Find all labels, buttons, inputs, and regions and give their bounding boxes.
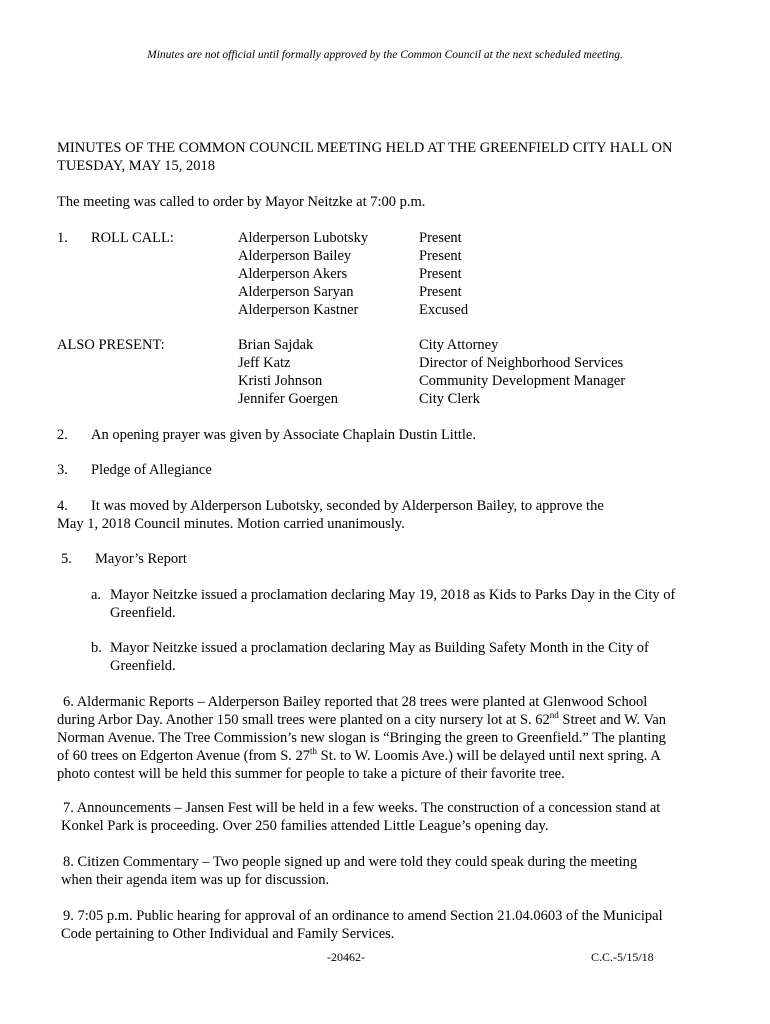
member-name: Alderperson Bailey: [238, 248, 352, 264]
sub-item-letter: a.: [91, 587, 102, 603]
sub-item-letter: b.: [91, 640, 102, 656]
member-name: Alderperson Akers: [238, 266, 348, 282]
person-title: City Attorney: [419, 337, 499, 353]
item-text: of 60 trees on Edgerton Avenue (from S. 27: [57, 748, 311, 764]
page-number: -20462-: [327, 950, 365, 964]
member-name: Alderperson Lubotsky: [238, 230, 369, 246]
footer-reference: C.C.-5/15/18: [591, 950, 654, 964]
item-text: Pledge of Allegiance: [91, 462, 212, 478]
member-status: Present: [419, 266, 462, 282]
item-text: Street and W. Van: [558, 712, 667, 728]
sub-item-text: Mayor Neitzke issued a proclamation declaring May as Building Safety Month in the City of: [110, 640, 649, 656]
item-text: May 1, 2018 Council minutes. Motion carried unanimously.: [57, 516, 405, 532]
also-present-label: ALSO PRESENT:: [57, 337, 165, 353]
agenda-item-5a: [91, 586, 711, 622]
agenda-item-7: [61, 799, 712, 835]
member-name: Alderperson Kastner: [238, 302, 359, 318]
item-text: Norman Avenue. The Tree Commission’s new slogan is “Bringing the green to Greenfield.” The planting: [57, 730, 666, 746]
agenda-item-3: [57, 461, 707, 479]
agenda-item-8: [61, 853, 712, 889]
roll-call-label: ROLL CALL:: [91, 230, 174, 246]
person-title: Community Development Manager: [419, 373, 626, 389]
sub-item-text: Greenfield.: [110, 605, 176, 621]
sub-item-text: Mayor Neitzke issued a proclamation declaring May 19, 2018 as Kids to Parks Day in the City of: [110, 587, 676, 603]
roll-call-statuses: [419, 229, 468, 319]
item-number: 4.: [57, 498, 68, 514]
item-text-line: [57, 747, 708, 765]
disclaimer-header: Minutes are not official until formally approved by the Common Council at the next scheduled meeting.: [147, 49, 623, 61]
member-name: Alderperson Saryan: [238, 284, 354, 300]
agenda-item-5: [61, 550, 711, 568]
item-text: Mayor’s Report: [95, 551, 187, 567]
roll-call-number: 1.: [57, 230, 68, 246]
member-status: Excused: [419, 302, 469, 318]
ordinal-suffix: th: [310, 746, 318, 757]
item-text: during Arbor Day. Another 150 small trees were planted on a city nursery lot at S. 62: [57, 712, 550, 728]
member-status: Present: [419, 284, 462, 300]
call-to-order: The meeting was called to order by Mayor Neitzke at 7:00 p.m.: [57, 194, 426, 210]
agenda-item-2: [57, 426, 707, 444]
item-number: 2.: [57, 427, 68, 443]
person-title: Director of Neighborhood Services: [419, 355, 624, 371]
item-text: 8. Citizen Commentary – Two people signed up and were told they could speak during the meeting: [63, 854, 638, 870]
item-text: St. to W. Loomis Ave.) will be delayed until next spring. A: [317, 748, 661, 764]
item-text: 6. Aldermanic Reports – Alderperson Bailey reported that 28 trees were planted at Glenwood School: [63, 694, 648, 710]
also-present-titles: [419, 336, 625, 408]
agenda-item-9: [61, 907, 712, 943]
item-text: Konkel Park is proceeding. Over 250 families attended Little League’s opening day.: [61, 818, 549, 834]
item-text: An opening prayer was given by Associate Chaplain Dustin Little.: [91, 427, 476, 443]
ordinal-suffix: nd: [549, 710, 559, 721]
roll-call-names: [238, 229, 368, 319]
item-text: 7. Announcements – Jansen Fest will be held in a few weeks. The construction of a concession stand at: [63, 800, 661, 816]
person-name: Jeff Katz: [238, 355, 291, 371]
person-name: Kristi Johnson: [238, 373, 323, 389]
member-status: Present: [419, 230, 462, 246]
agenda-item-4: [57, 497, 707, 533]
person-title: City Clerk: [419, 391, 480, 407]
member-status: Present: [419, 248, 462, 264]
item-text: 9. 7:05 p.m. Public hearing for approval of an ordinance to amend Section 21.04.0603 of the Municipal: [63, 908, 663, 924]
agenda-item-6: [57, 693, 708, 783]
person-name: Jennifer Goergen: [238, 391, 338, 407]
sub-item-text: Greenfield.: [110, 658, 176, 674]
item-number: 3.: [57, 462, 68, 478]
item-text-line: [57, 711, 708, 729]
also-present-names: [238, 336, 338, 408]
item-number: 5.: [61, 551, 72, 567]
person-name: Brian Sajdak: [238, 337, 314, 353]
document-title: MINUTES OF THE COMMON COUNCIL MEETING HELD AT THE GREENFIELD CITY HALL ON TUESDAY, MAY 15, 2018: [57, 140, 673, 174]
item-text: when their agenda item was up for discussion.: [61, 872, 330, 888]
agenda-item-5b: [91, 639, 711, 675]
item-text: Code pertaining to Other Individual and Family Services.: [61, 926, 395, 942]
item-text: It was moved by Alderperson Lubotsky, seconded by Alderperson Bailey, to approve the: [91, 498, 604, 514]
item-text: photo contest will be held this summer for people to take a picture of their favorite tree.: [57, 766, 565, 782]
